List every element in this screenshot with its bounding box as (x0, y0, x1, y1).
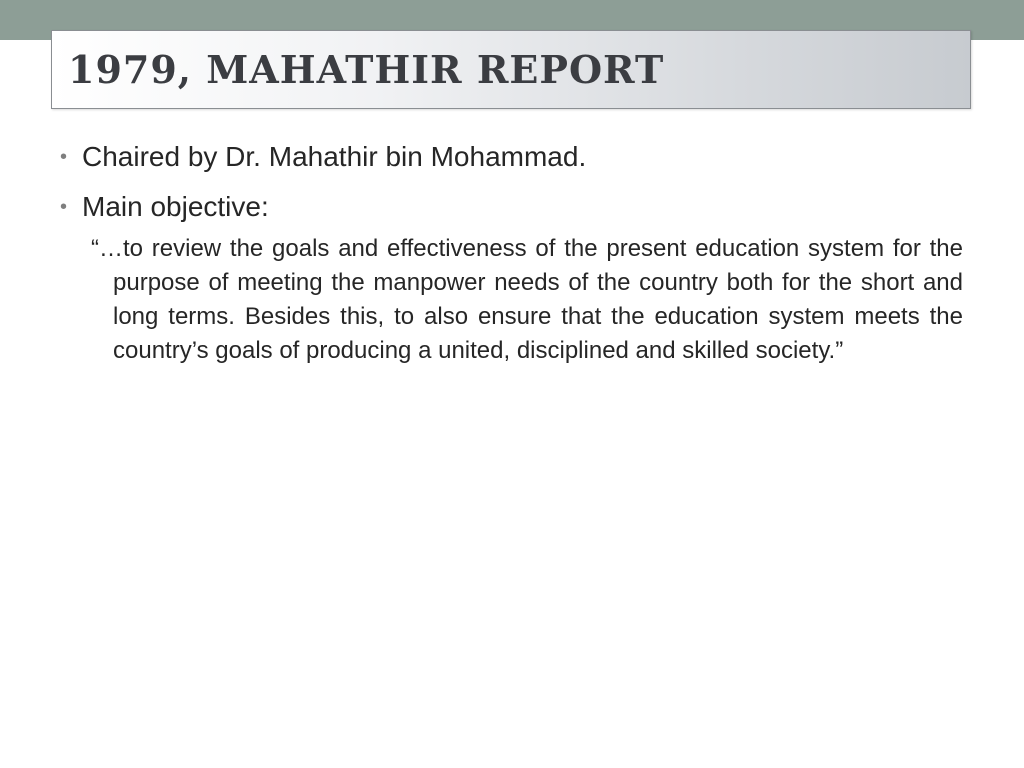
slide-content (58, 140, 963, 368)
objective-quote: “…to review the goals and effectiveness of the present education system for the purpose of meeting the manpower needs of the country both for the short and long terms. Besides this, to also ensure that the education system meets the country’s goals of producing a united, disciplined and skilled society.” (91, 235, 963, 364)
bullet-text: Chaired by Dr. Mahathir bin Mohammad. (82, 141, 587, 172)
title-box (51, 30, 971, 109)
bullet-item-chaired-by (58, 140, 963, 174)
bullet-item-main-objective (58, 190, 963, 224)
bullet-dot-icon: • (60, 146, 68, 168)
bullet-dot-icon: • (60, 196, 68, 218)
slide-title: 1979, MAHATHIR REPORT (68, 47, 665, 92)
bullet-text: Main objective: (82, 191, 269, 222)
